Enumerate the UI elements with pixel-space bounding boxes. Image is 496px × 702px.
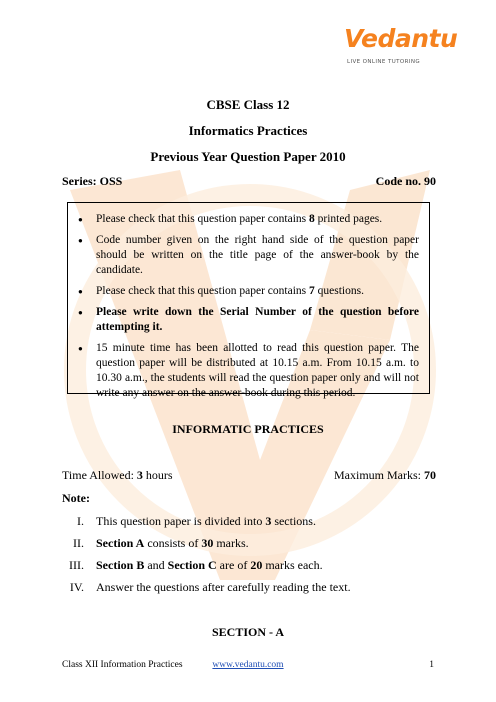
logo-tagline: LIVE ONLINE TUTORING	[347, 59, 421, 65]
note-number: III.	[69, 558, 84, 572]
instruction-bold-text: Please write down the Serial Number of the question before attempting it.	[96, 306, 419, 333]
code-number: Code no. 90	[375, 174, 436, 188]
note-item	[62, 580, 442, 602]
note-item	[62, 514, 442, 536]
maximum-marks	[334, 468, 436, 483]
time-label: Time Allowed:	[62, 468, 137, 482]
instruction-text: Please check that this question paper contains	[96, 285, 310, 297]
note-text: 20	[250, 558, 263, 572]
instructions-list	[68, 203, 429, 401]
note-text: Answer the questions after carefully reading the text.	[96, 580, 351, 594]
time-value: 3	[136, 468, 143, 482]
marks-value: 70	[424, 468, 436, 482]
instruction-bold-text: 7	[309, 285, 315, 297]
section-title: SECTION - A	[211, 625, 285, 639]
header-class: CBSE Class 12	[206, 97, 290, 112]
page-number: 1	[429, 660, 434, 670]
instruction-text-end: questions.	[314, 285, 364, 297]
note-text: are of	[216, 558, 251, 572]
note-text: marks each.	[262, 558, 323, 572]
note-item	[62, 536, 442, 558]
header-paper: Previous Year Question Paper 2010	[150, 149, 346, 164]
note-text: and	[144, 558, 168, 572]
footer-left: Class XII Information Practices	[62, 660, 183, 670]
note-text: consists of	[144, 536, 202, 550]
note-item	[62, 558, 442, 580]
instruction-item	[78, 305, 419, 335]
instruction-text: Please check that this question paper contains	[96, 213, 310, 225]
logo-name: Vedantu	[344, 24, 458, 53]
note-text: Section C	[167, 558, 217, 572]
instructions-box	[67, 202, 430, 399]
vedantu-logo[interactable]	[344, 24, 458, 74]
instruction-text: 15 minute time has been allotted to read this question paper. The question paper will be distributed at 10.15 a.m. From 10.15 a.m. to 10.30 a.m., the students will read the question paper only and will not write any answer on the answer-book during this period.	[96, 342, 419, 399]
series-label: Series: OSS	[62, 174, 123, 188]
notes-list	[62, 514, 442, 602]
header-subject: Informatics Practices	[188, 123, 308, 138]
instruction-item	[78, 212, 419, 227]
subject-title: INFORMATIC PRACTICES	[172, 422, 324, 436]
note-text: sections.	[271, 514, 316, 528]
instruction-text: Code number given on the right hand side of the question paper should be written on the title page of the answer-book by the candidate.	[96, 234, 419, 276]
note-text: marks.	[213, 536, 249, 550]
instruction-item	[78, 284, 419, 299]
time-allowed	[62, 468, 173, 483]
instruction-bold-text: 8	[309, 213, 315, 225]
note-text: This question paper is divided into	[96, 514, 266, 528]
note-text: 3	[265, 514, 272, 528]
note-label: Note:	[62, 491, 90, 505]
note-text: 30	[201, 536, 214, 550]
footer-center	[0, 660, 496, 670]
footer-link[interactable]: www.vedantu.com	[212, 660, 284, 670]
note-number: IV.	[69, 580, 84, 594]
instruction-item	[78, 341, 419, 401]
note-text: Section A	[96, 536, 145, 550]
instruction-item	[78, 233, 419, 278]
time-suffix: hours	[142, 468, 173, 482]
note-text: Section B	[96, 558, 145, 572]
instruction-text-end: printed pages.	[314, 213, 383, 225]
note-number: II.	[73, 536, 84, 550]
note-number: I.	[77, 514, 84, 528]
marks-label: Maximum Marks:	[334, 468, 424, 482]
